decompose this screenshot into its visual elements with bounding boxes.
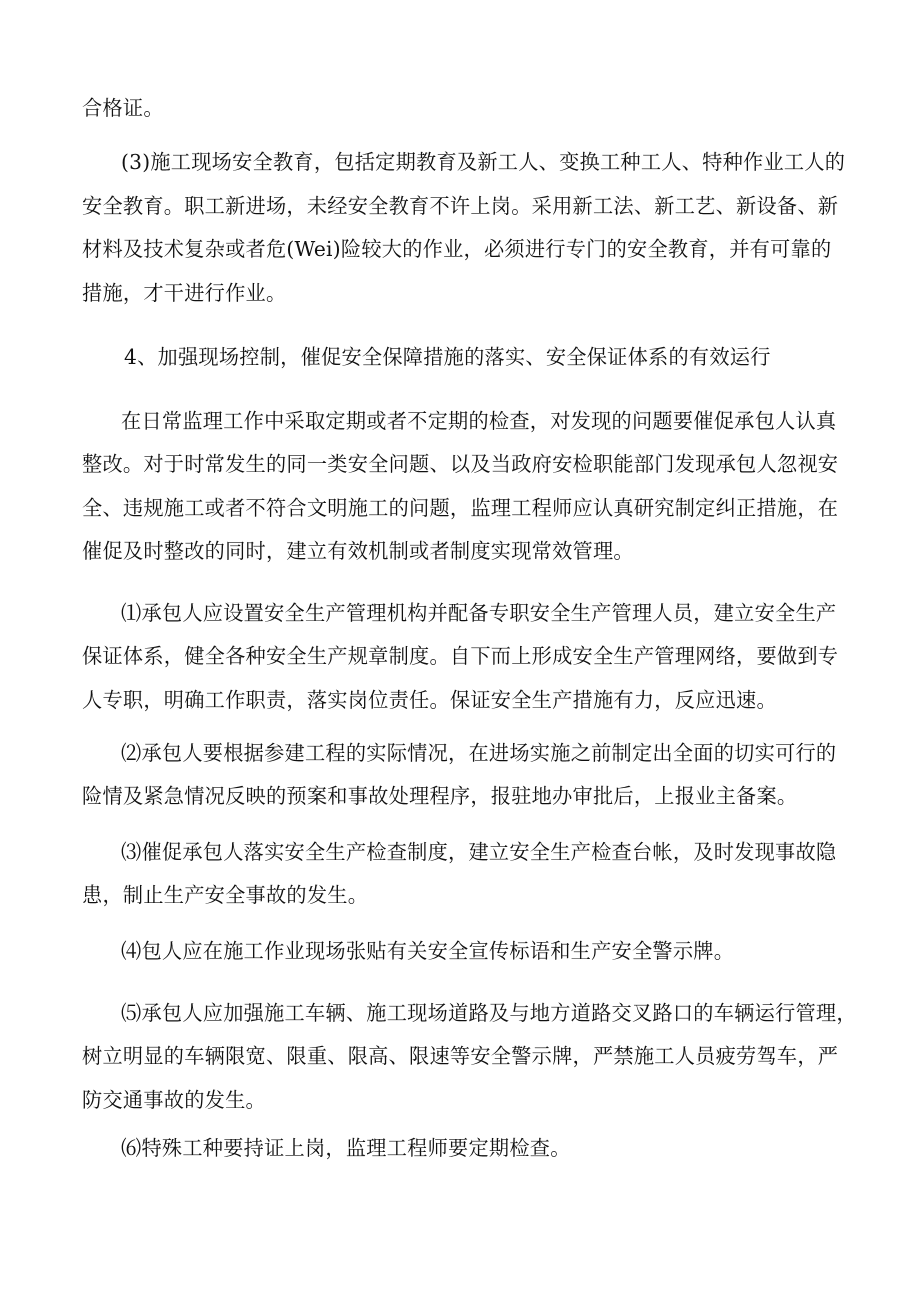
text-line-21: 防交通事故的发生。 (82, 1088, 266, 1112)
text-line-14: ⑵承包人要根据参建工程的实际情况，在进场实施之前制定出全面的切实可行的 (121, 741, 837, 765)
section-heading: 4、加强现场控制，催促安全保障措施的落实、安全保证体系的有效运行 (124, 345, 771, 369)
text-line-11: ⑴承包人应设置安全生产管理机构并配备专职安全生产管理人员，建立安全生产 (121, 601, 837, 625)
text-line-17: 患，制止生产安全事故的发生。 (82, 883, 369, 907)
text-line-22: ⑹特殊工种要持证上岗，监理工程师要定期检查。 (121, 1136, 571, 1160)
text-line-5: 措施，才干进行作业。 (82, 281, 287, 305)
text-line-12: 保证体系，健全各种安全生产规章制度。自下而上形成安全生产管理网络，要做到专 (82, 644, 839, 668)
text-line-10: 催促及时整改的同时，建立有效机制或者制度实现常效管理。 (82, 539, 634, 563)
text-line-20: 树立明显的车辆限宽、限重、限高、限速等安全警示牌，严禁施工人员疲劳驾车，严 (82, 1044, 839, 1068)
text-line-7: 在日常监理工作中采取定期或者不定期的检查，对发现的问题要催促承包人认真 (121, 409, 837, 433)
text-line-15: 险情及紧急情况反映的预案和事故处理程序，报驻地办审批后，上报业主备案。 (82, 784, 798, 808)
text-line-9: 全、违规施工或者不符合文明施工的问题，监理工程师应认真研究制定纠正措施，在 (82, 496, 839, 520)
text-line-1: 合格证。 (82, 96, 164, 120)
text-line-19: ⑸承包人应加强施工车辆、施工现场道路及与地方道路交叉路口的车辆运行管理， (121, 1001, 857, 1025)
text-line-16: ⑶催促承包人落实安全生产检查制度，建立安全生产检查台帐，及时发现事故隐 (121, 840, 837, 864)
text-line-2: (3)施工现场安全教育，包括定期教育及新工人、变换工种工人、特种作业工人的 (121, 150, 846, 174)
text-line-4: 材料及技术复杂或者危(Wei)险较大的作业，必须进行专门的安全教育，并有可靠的 (82, 237, 832, 261)
text-line-3: 安全教育。职工新进场，未经安全教育不许上岗。采用新工法、新工艺、新设备、新 (82, 194, 839, 218)
text-line-13: 人专职，明确工作职责，落实岗位责任。保证安全生产措施有力，反应迅速。 (82, 688, 777, 712)
text-line-18: ⑷包人应在施工作业现场张贴有关安全宣传标语和生产安全警示牌。 (121, 939, 735, 963)
text-line-8: 整改。对于时常发生的同一类安全问题、以及当政府安检职能部门发现承包人忽视安 (82, 452, 839, 476)
